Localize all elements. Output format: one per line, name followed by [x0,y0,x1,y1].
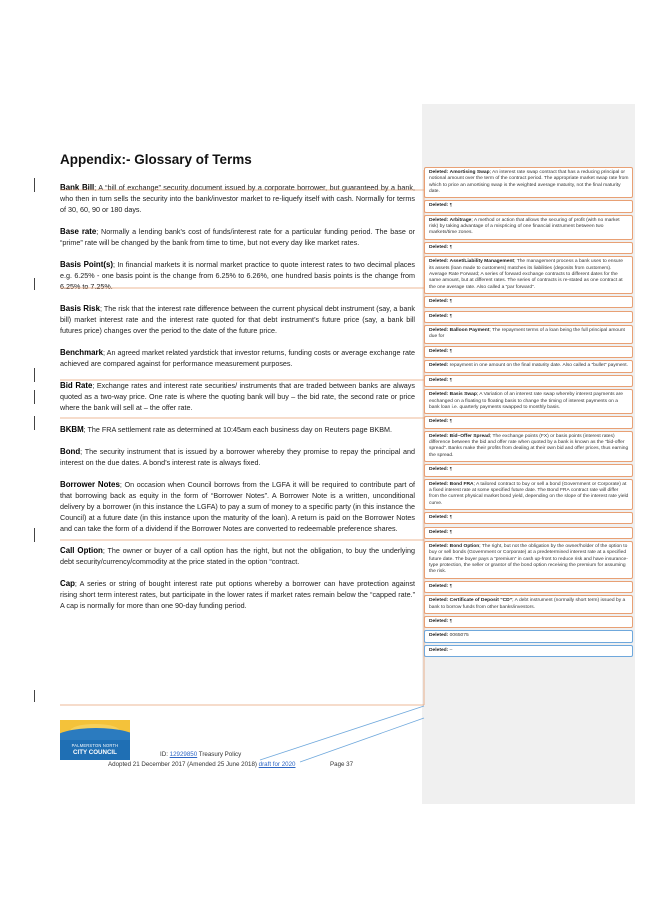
comment-text: ¶ [449,203,453,209]
comment-text: ; The right, but not the obligation by the owner/holder of the option to buy or sell bonds (Government or Corporate) at a predetermined interest rate at a specified future date. The buyer pays a “premium” in cash up-front to reduce risk and have insurance-type protection, the seller or grantor of the bond option receiving the premium for assuming the risk. [429,544,628,575]
change-bar [34,278,35,290]
comment-label: Deleted: [429,244,449,250]
comment-term: Certificate of Deposit “CD” [449,598,513,604]
comment-label: Deleted: [429,328,449,334]
glossary-definition: ; The FRA settlement rate as determined at 10:45am each business day on Reuters page BKBM. [83,425,392,434]
deleted-comment[interactable] [424,416,633,428]
comment-text: ; A debt instrument (normally short term) issued by a bank to borrow funds from other banks/investors. [429,598,626,610]
page-number: Page 37 [330,761,354,768]
comment-label: Deleted: [429,392,449,398]
comment-label: Deleted: [429,217,449,223]
comment-text: 0065075 [449,633,469,639]
document-id-link[interactable]: 12929850 [169,751,198,758]
logo-graphic [60,720,130,740]
deleted-comment[interactable] [424,512,633,524]
deleted-comment[interactable] [424,325,633,344]
footer-adopted-text: Adopted 21 December 2017 (Amended 25 June 2018) [108,761,259,768]
glossary-term: Benchmark [60,348,103,357]
connector-line [300,718,424,762]
glossary-entry [60,479,415,534]
change-bar [34,178,35,192]
deleted-comment[interactable] [424,527,633,539]
footer-document-id [160,751,241,758]
glossary-entry [60,226,415,248]
deleted-comment[interactable] [424,464,633,476]
footer-adopted [108,761,295,768]
comment-text: repayment in one amount on the final maturity date. Also called a “bullet” payment. [449,363,628,369]
deleted-comment[interactable] [424,431,633,462]
draft-link[interactable]: draft for 2020 [258,761,296,768]
deleted-comment[interactable] [424,167,633,198]
glossary-term: Cap [60,579,75,588]
comment-text: ¶ [449,583,453,589]
comment-label: Deleted: [429,377,449,383]
glossary-entry [60,380,415,413]
change-bar [34,690,35,702]
deleted-comment[interactable] [424,346,633,358]
glossary-definition: ; Exchange rates and interest rate securities/ instruments that are traded between banks are always quoted as a two-way price. One rate is where the quoting bank will buy – the bid rate, the second rate or price where the bank will sell at – the offer rate. [60,381,415,412]
glossary-entry [60,424,415,435]
comment-text: ; A method or action that allows the securing of profit (with no market risk) by taking advantage of a mispricing of one financial instrument between two markets/time zones. [429,217,620,236]
glossary-entry [60,545,415,567]
comment-label: Deleted: [429,170,449,175]
comment-label: Deleted: [429,529,449,535]
page-title: Appendix:- Glossary of Terms [60,152,252,167]
connector-line [260,706,424,760]
comment-label: Deleted: [429,419,449,425]
deleted-comment[interactable] [424,581,633,593]
change-bar [34,416,35,430]
glossary-body [60,182,415,622]
comment-term: Arbitrage [449,217,472,223]
glossary-term: Base rate [60,227,97,236]
logo-line2: CITY COUNCIL [73,749,117,756]
comment-text: ¶ [449,515,453,521]
glossary-definition: ; A “bill of exchange” security document issued by a corporate borrower, but guaranteed by a bank, who then in turn sells the security into the bank/investor market to re-liquefy itself with cash. Normally for terms of 30, 60, 90 or 180 days. [60,183,415,214]
change-bar [34,368,35,382]
comment-text: ¶ [449,467,453,473]
glossary-definition: ; An agreed market related yardstick that investor returns, funding costs or average exchange rate achieved are compared against for performance measurement purposes. [60,348,415,368]
comment-text: ; A Variation of an interest rate swap whereby interest payments are exchanged on a floating to floating basis to change the timing of interest payments on a bank loan i.e. quarterly payments swapped to monthly basis. [429,392,624,410]
comment-label: Deleted: [429,299,449,305]
deleted-comment[interactable] [424,215,633,240]
comment-label: Deleted: [429,433,449,439]
glossary-definition: ; On occasion when Council borrows from the LGFA it will be required to contribute part of that borrowing back as equity in the form of “Borrower Notes”. A Borrower Note is a written, unconditional delivery by a borrower (in this instance the LGFA) to pay a sum of money to a specific party (in this instance the Council) at a future date (in this instance upon the maturity of the loan). A return is paid on the Borrower Notes and can take the form of a dividend if the Borrower Notes are converted to redeemable preference shares. [60,480,415,533]
comment-label: Deleted: [429,598,449,604]
glossary-entry [60,182,415,215]
comment-label: Deleted: [429,544,449,550]
comment-text: ¶ [449,377,453,383]
change-bar [34,390,35,404]
comment-balloons [416,167,633,659]
deleted-comment[interactable] [424,256,633,293]
comment-label: Deleted: [429,363,449,369]
comment-term: Bond Option [449,544,480,550]
comment-text: ¶ [449,299,453,305]
deleted-comment[interactable] [424,360,633,372]
deleted-comment[interactable] [424,311,633,323]
logo-wordmark [60,740,130,760]
comment-text: ¶ [449,313,453,319]
change-bar [34,528,35,542]
comment-term: Amortising Swap [449,170,490,175]
comment-text: ¶ [449,419,453,425]
comment-label: Deleted: [429,647,449,653]
deleted-comment[interactable] [424,296,633,308]
comment-label: Deleted: [429,259,449,265]
glossary-definition: ; The owner or buyer of a call option has the right, but not the obligation, to buy the underlying debt security/currency/commodity at the price stated in the option “contract. [60,546,415,566]
glossary-term: BKBM [60,425,84,434]
comment-text: ¶ [449,529,453,535]
deleted-comment[interactable] [424,595,633,614]
footer-id-text: Treasury Policy [197,751,242,758]
comment-text: ; An interest rate swap contract that has a reducing principal or notional amount over the term of the contract period. The appropriate market swap rate from which to price an amortising swap is the weighted average maturity, not the final maturity date. [429,170,629,194]
glossary-definition: ; A series or string of bought interest rate put options whereby a borrower can have protection against rising short term interest rates, but participate in the lower rates if market rates remain below the “capped rate.” A cap is normally for more than one 90-day funding period. [60,579,415,610]
deleted-comment[interactable] [424,389,633,414]
comment-label: Deleted: [429,619,449,624]
glossary-term: Borrower Notes [60,480,120,489]
glossary-term: Call Option [60,546,103,555]
comment-label: Deleted: [429,583,449,589]
comment-text: ; The management process a bank uses to ensure its assets (loan made to customers) matches its liabilities (deposits from customers). Average Rate Forward; A series of forward exchange contracts to different dates for the same amount, but at different rates. The series of contracts is re-stated as one contract at the one average rate. Also called a “par forward”. [429,259,624,290]
comment-text: ; The exchange points (FX) or basis points (interest rates) difference between the bid and offer rate when quoted by a bank is known as the “bid-offer spread”. Banks make their profits from dealing at their own bid and offer prices, thus earning the spread. [429,433,629,458]
council-logo [60,720,130,760]
deleted-comment[interactable] [424,630,633,642]
comment-label: Deleted: [429,633,449,639]
deleted-comment[interactable] [424,645,633,657]
glossary-term: Basis Risk [60,304,100,313]
comment-text: ¶ [449,348,453,354]
comment-label: Deleted: [429,313,449,319]
deleted-comment[interactable] [424,479,633,510]
glossary-definition: ; The security instrument that is issued by a borrower whereby they promise to repay the principal and interest on the due dates. A bond’s interest rate is always fixed. [60,447,415,467]
comment-text: – [449,647,453,653]
glossary-entry [60,259,415,292]
comment-term: Balloon Payment [449,328,490,334]
deleted-comment[interactable] [424,375,633,387]
glossary-entry [60,347,415,369]
glossary-entry [60,303,415,336]
comment-label: Deleted: [429,348,449,354]
logo-line1: PALMERSTON NORTH [71,743,119,748]
comment-term: Bid–Offer Spread [449,433,490,439]
comment-label: Deleted: [429,203,449,209]
comment-term: Asset/Liability Management [449,259,515,265]
glossary-definition: ; In financial markets it is normal market practice to quote interest rates to two decimal places e.g. 6.25% - one basis point is the change from 6.25% to 6.26%, one hundred basis points is the change from 6.25% to 7.25%. [60,260,415,291]
comment-text: ; A tailored contract to buy or sell a bond (Government or Corporate) at a fixed interest rate at some specified future date. The Bond FRA contract rate will differ from the current physical market bond yield, depending on the slope of the interest rate yield curve. [429,481,629,506]
comment-text: ¶ [449,619,453,624]
glossary-term: Basis Point(s) [60,260,113,269]
comment-label: Deleted: [429,515,449,521]
deleted-comment[interactable] [424,616,633,628]
comment-label: Deleted: [429,467,449,473]
comment-text: ¶ [449,244,453,250]
deleted-comment[interactable] [424,200,633,212]
glossary-term: Bond [60,447,81,456]
comment-term: Basis Swap [449,392,477,398]
glossary-definition: ; The risk that the interest rate difference between the current physical debt instrument (say, a bank bill) market interest rate and the interest rate quoted for that debt instrument’s future price (say, a bank bill futures price) changes over the period to the date of the future price. [60,304,416,335]
glossary-term: Bank Bill [60,183,95,192]
glossary-definition: ; Normally a lending bank’s cost of funds/interest rate for a particular funding period. The base or “prime” rate will be changed by the bank from time to time, but not every day like market rates. [60,227,415,247]
deleted-comment[interactable] [424,242,633,254]
glossary-entry [60,446,415,468]
footer-id-label: ID: [160,751,170,758]
comment-term: Bond FRA [449,481,474,487]
glossary-term: Bid Rate [60,381,93,390]
comment-text: ; The repayment terms of a loan being the full principal amount due for [429,328,625,340]
glossary-entry [60,578,415,611]
deleted-comment[interactable] [424,541,633,578]
comment-label: Deleted: [429,481,449,487]
